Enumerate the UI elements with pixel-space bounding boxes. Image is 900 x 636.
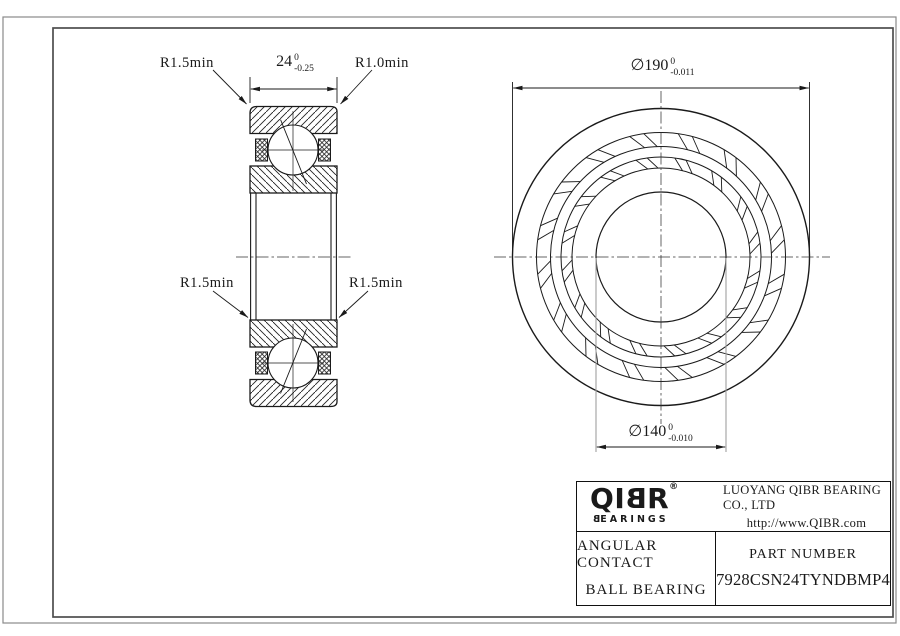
cage-slot-edge	[586, 158, 604, 163]
cage-slot-edge	[575, 204, 590, 206]
cage-slot-edge	[581, 196, 596, 197]
cage-slot-edge	[749, 232, 758, 244]
front-view	[494, 91, 830, 424]
cage-slot-edge	[601, 177, 615, 181]
title-block-lower-row	[577, 532, 890, 605]
cage-slot-edge	[756, 182, 761, 200]
cage-slot-edge	[698, 338, 712, 343]
leader-r15-mid-left	[213, 291, 248, 318]
cage-slot-edge	[665, 367, 678, 380]
cage-slot-edge	[733, 308, 748, 310]
bore-dimension-text	[598, 424, 723, 445]
label-radius-mid-right: R1.5min	[349, 275, 403, 291]
cage-section-top-right	[319, 139, 331, 161]
cage-slot-edge	[538, 230, 554, 239]
cage-section-bottom-right	[319, 352, 331, 374]
cage-slot-edge	[678, 134, 687, 150]
logo-subtext-rest: EARINGS	[600, 514, 669, 525]
cage-slot-edge	[554, 191, 572, 194]
product-line-1: ANGULAR CONTACT	[577, 538, 658, 571]
od-tolerance	[670, 57, 694, 79]
logo-letter: I	[614, 482, 626, 515]
cage-slot-edge	[564, 270, 573, 282]
cage-section-top-left	[256, 139, 268, 161]
cage-slot-edge	[726, 317, 741, 318]
leader-r15-mid-right	[339, 291, 368, 318]
cage-slot-edge	[750, 320, 768, 323]
cage-slot-edge	[771, 240, 784, 253]
cage-slot-edge	[747, 271, 760, 279]
logo-letter: Q	[590, 482, 615, 515]
od-tol-lower: -0.011	[670, 67, 695, 78]
leader-r15-top-left	[213, 70, 247, 104]
cage-slot-edge	[707, 358, 724, 365]
product-line-2: BALL BEARING	[585, 582, 707, 598]
company-website: http://www.QIBR.com	[746, 515, 867, 530]
title-block	[576, 481, 891, 606]
cage-slot-edge	[541, 273, 552, 288]
bore-tol-upper: 0	[668, 423, 673, 433]
brand-logo	[577, 482, 723, 531]
cage-slot-edge	[636, 160, 648, 169]
width-dimension-text	[240, 54, 350, 75]
cage-slot-edge	[724, 150, 727, 168]
company-info	[723, 482, 890, 531]
logo-letter: B	[625, 482, 648, 515]
label-radius-top-left: R1.5min	[160, 55, 214, 71]
cage-slot-edge	[554, 303, 561, 320]
od-dimension-text	[600, 58, 725, 79]
cage-slot-edge	[674, 345, 686, 354]
cage-slot-edge	[640, 343, 648, 356]
od-tol-upper: 0	[670, 57, 676, 67]
cage-slot-edge	[581, 303, 585, 317]
cage-slot-edge	[737, 197, 741, 211]
od-value: ∅190	[630, 57, 669, 74]
cage-slot-edge	[742, 206, 747, 220]
cage-slot-edge	[712, 171, 714, 186]
cage-slot-edge	[562, 260, 572, 271]
cage-slot-edge	[538, 261, 551, 274]
cage-slot-edge	[644, 134, 657, 147]
cage-section-bottom-left	[256, 352, 268, 374]
bore-tolerance	[668, 423, 693, 445]
cage-slot-edge	[575, 294, 580, 308]
part-number-value: 7928CSN24TYNDBMP4	[716, 570, 890, 589]
label-radius-top-right: R1.0min	[355, 55, 409, 71]
cage-slot-edge	[647, 158, 658, 168]
product-type-cell	[577, 532, 716, 605]
bore-value: ∅140	[628, 423, 667, 440]
company-name: LUOYANG QIBR BEARING CO., LTD	[723, 482, 882, 512]
cage-slot-edge	[762, 194, 769, 211]
registered-mark: ®	[669, 482, 679, 492]
cage-slot-edge	[707, 333, 721, 337]
bore-tol-lower: -0.010	[668, 433, 693, 444]
title-block-header-row	[577, 482, 890, 532]
width-tolerance	[294, 53, 314, 75]
cage-slot-edge	[610, 171, 624, 176]
cage-slot-edge	[630, 137, 645, 148]
cage-slot-edge	[634, 364, 643, 380]
cage-slot-edge	[721, 177, 722, 192]
cage-slot-edge	[664, 346, 675, 356]
cage-slot-edge	[718, 352, 736, 357]
cage-slot-edge	[768, 274, 784, 283]
part-number-label: PART NUMBER	[749, 547, 857, 562]
cage-slot-edge	[600, 322, 601, 337]
cage-slot-edge	[562, 314, 567, 332]
cage-slot-edge	[675, 158, 683, 171]
logo-subtext	[590, 514, 723, 525]
logo-wordmark	[590, 482, 723, 515]
cage-slot-edge	[608, 329, 610, 344]
width-value: 24	[276, 53, 293, 70]
cage-slot-edge	[750, 243, 760, 254]
width-tol-lower: -0.25	[294, 63, 314, 74]
logo-letter: R	[647, 482, 670, 515]
cross-section-view	[236, 107, 351, 407]
part-number-cell	[716, 532, 890, 605]
cage-slot-edge	[562, 236, 575, 244]
width-tol-upper: 0	[294, 53, 299, 63]
cage-slot-edge	[677, 366, 692, 377]
cage-slot-edge	[598, 150, 615, 157]
cage-slot-edge	[770, 226, 781, 241]
logo-subtext-first-letter: B	[590, 514, 601, 525]
leader-r10-top-right	[341, 70, 373, 104]
label-radius-mid-left: R1.5min	[180, 275, 234, 291]
bore-lines	[251, 193, 337, 320]
